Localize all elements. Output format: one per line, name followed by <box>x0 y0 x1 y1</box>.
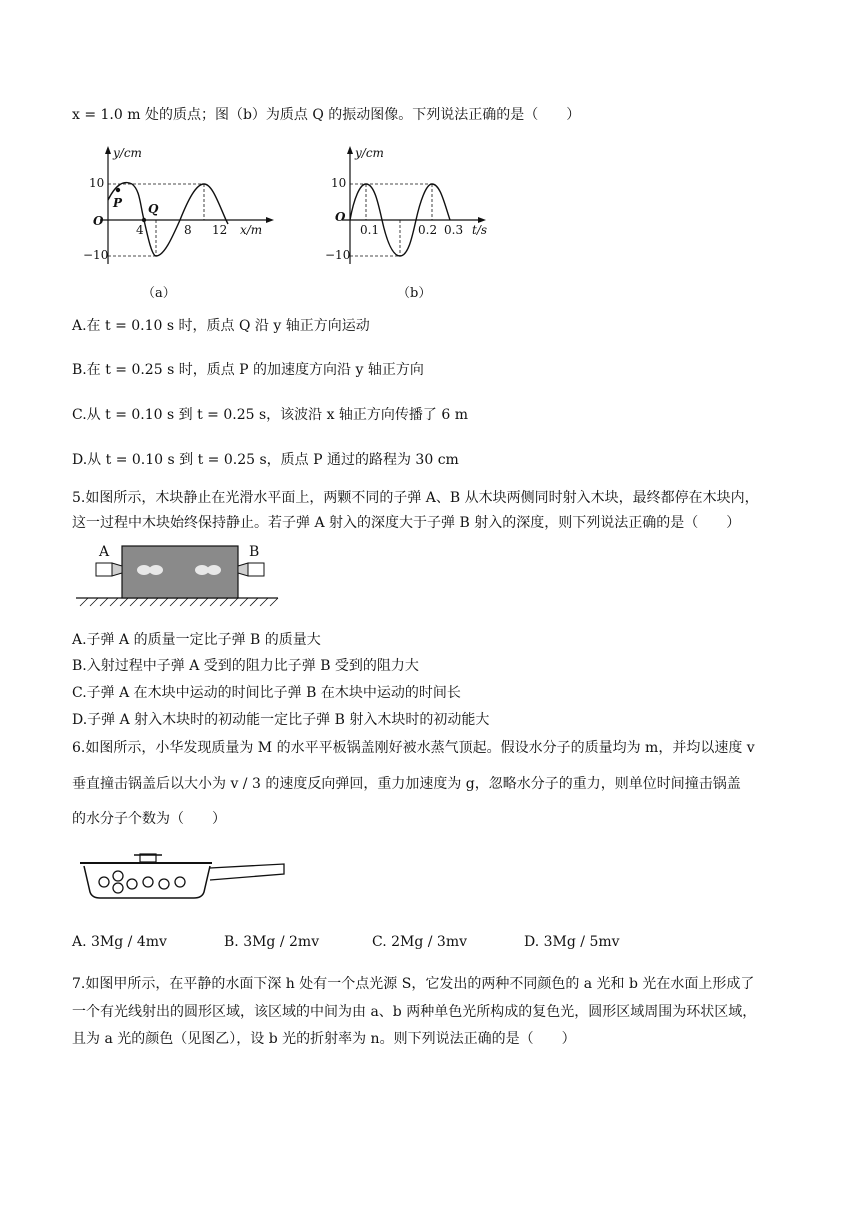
fig-a-origin-label: O <box>93 214 104 228</box>
q7-stem-line2: 一个有光线射出的圆形区域，该区域的中间为由 a、b 两种单色光所构成的复色光，圆形区域周围为环状区域， <box>72 1004 757 1020</box>
vibration-graph-b <box>322 140 502 274</box>
q5-stem-line1: 5.如图所示，木块静止在光滑水平面上，两颗不同的子弹 A、B 从木块两侧同时射入木块，最终都停在木块内， <box>72 490 759 506</box>
q4-option-c: C.从 t = 0.10 s 到 t = 0.25 s，该波沿 x 轴正方向传播了 6 m <box>72 407 469 423</box>
fig-a-tick-12: 12 <box>212 223 228 237</box>
pan-with-lid-figure <box>74 846 294 914</box>
q7-stem-line1: 7.如图甲所示，在平静的水面下深 h 处有一个点光源 S，它发出的两种不同颜色的 a 光和 b 光在水面上形成了 <box>72 976 755 992</box>
q7-stem-line3: 且为 a 光的颜色（见图乙），设 b 光的折射率为 n。则下列说法正确的是（ ） <box>72 1031 576 1047</box>
fig-a-y-bottom-label: −10 <box>83 248 109 262</box>
bullet-b-label: B <box>249 544 260 560</box>
q5-option-c: C.子弹 A 在木块中运动的时间比子弹 B 在木块中运动的时间长 <box>72 685 461 701</box>
q5-option-d: D.子弹 A 射入木块时的初动能一定比子弹 B 射入木块时的初动能大 <box>72 712 490 728</box>
q6-option-d: D. 3Mg / 5mv <box>524 934 620 950</box>
fig-b-x-axis-label: t/s <box>472 223 488 237</box>
fig-a-tick-4: 4 <box>136 223 144 237</box>
q5-option-a: A.子弹 A 的质量一定比子弹 B 的质量大 <box>72 632 321 648</box>
fig-b-origin-label: O <box>335 210 346 224</box>
q6-options-row <box>72 934 772 956</box>
bullet-a-label: A <box>99 544 110 560</box>
fig-b-y-bottom-label: −10 <box>325 248 351 262</box>
wave-graph-a <box>80 140 280 274</box>
fig-b-tick-0-2: 0.2 <box>418 223 438 237</box>
q6-stem-line1: 6.如图所示，小华发现质量为 M 的水平平板锅盖刚好被水蒸气顶起。假设水分子的质量均为 m，并均以速度 v <box>72 740 755 756</box>
q4-option-d: D.从 t = 0.10 s 到 t = 0.25 s，质点 P 通过的路程为 30 cm <box>72 452 459 468</box>
q5-option-b: B.入射过程中子弹 A 受到的阻力比子弹 B 受到的阻力大 <box>72 658 419 674</box>
fig-a-point-p-label: P <box>113 196 123 210</box>
block-bullets-figure <box>72 540 282 624</box>
fig-a-x-axis-label: x/m <box>240 223 263 237</box>
fig-a-point-q-label: Q <box>148 202 159 216</box>
q6-stem-line3: 的水分子个数为（ ） <box>72 811 226 827</box>
q6-option-c: C. 2Mg / 3mv <box>372 934 468 950</box>
fig-a-caption: （a） <box>142 286 176 301</box>
fig-b-y-axis-label: y/cm <box>355 146 384 160</box>
q4-option-b: B.在 t = 0.25 s 时，质点 P 的加速度方向沿 y 轴正方向 <box>72 362 424 378</box>
fig-a-y-axis-label: y/cm <box>113 146 142 160</box>
fig-b-caption: （b） <box>397 286 432 301</box>
q4-option-a: A.在 t = 0.10 s 时，质点 Q 沿 y 轴正方向运动 <box>72 318 370 334</box>
q6-stem-line2: 垂直撞击锅盖后以大小为 v / 3 的速度反向弹回，重力加速度为 g，忽略水分子的重力，则单位时间撞击锅盖 <box>72 776 741 792</box>
fig-a-tick-8: 8 <box>184 223 192 237</box>
q6-option-a: A. 3Mg / 4mv <box>72 934 167 950</box>
fig-b-tick-0-3: 0.3 <box>444 223 464 237</box>
fig-a-y-top-label: 10 <box>89 176 105 190</box>
q5-stem-line2: 这一过程中木块始终保持静止。若子弹 A 射入的深度大于子弹 B 射入的深度，则下列说法正确的是（ ） <box>72 515 741 531</box>
fig-b-tick-0-1: 0.1 <box>360 223 380 237</box>
q4-stem: x = 1.0 m 处的质点；图（b）为质点 Q 的振动图像。下列说法正确的是（ ） <box>72 107 581 123</box>
fig-b-y-top-label: 10 <box>331 176 347 190</box>
q6-option-b: B. 3Mg / 2mv <box>224 934 320 950</box>
